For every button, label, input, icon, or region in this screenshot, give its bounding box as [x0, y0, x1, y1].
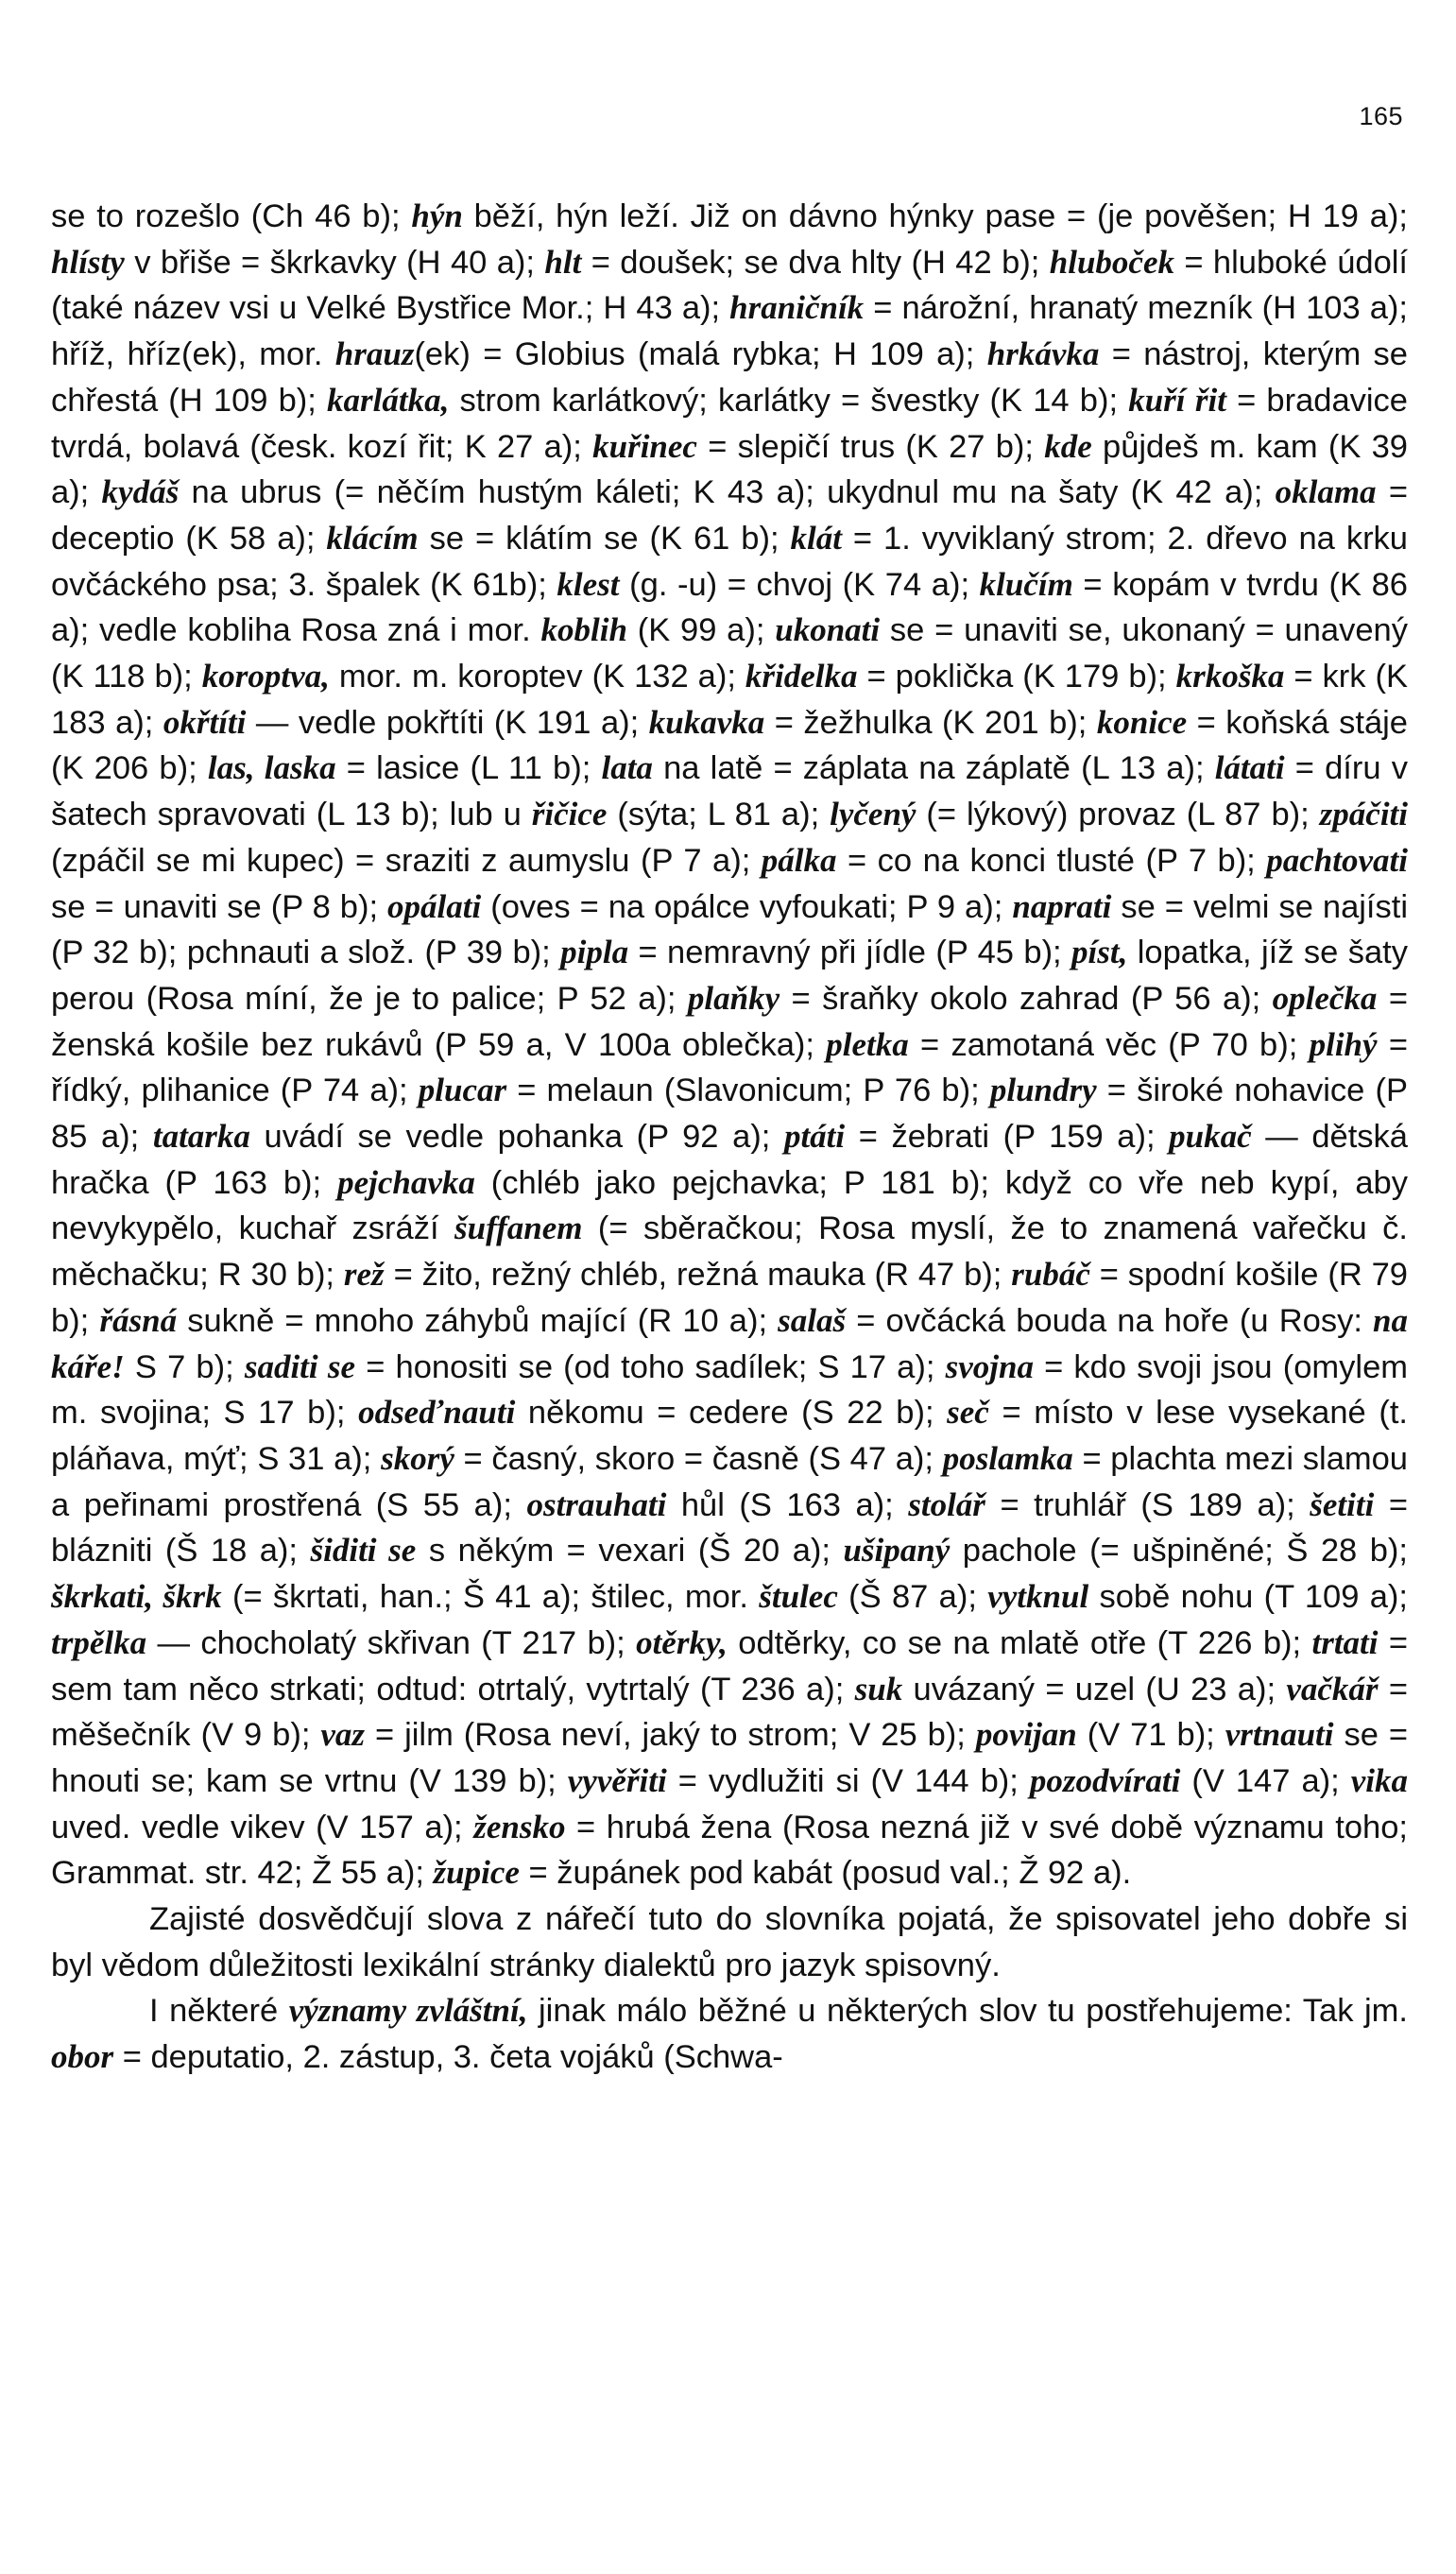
text-run: = kopám v tvrdu (K 86 a); vedle kobliha Rosa zná i mor.: [51, 566, 1408, 649]
headword: lyčený: [830, 796, 916, 833]
paragraph-conclusion: [51, 1896, 1408, 1988]
headword: pozodvírati: [1029, 1761, 1181, 1799]
body-text: [51, 194, 1408, 2081]
text-run: = místo v lese vysekané (t. pláňava, mýť; S 31 a);: [51, 1395, 1409, 1477]
text-run: = co na konci tlusté (P 7 b);: [836, 842, 1267, 879]
headword: ostrauhati: [526, 1485, 667, 1523]
text-run: = měšečník (V 9 b);: [51, 1671, 1408, 1754]
headword: okřtíti: [163, 703, 247, 741]
headword: látati: [1214, 749, 1285, 787]
headword: odseďnauti: [358, 1394, 516, 1432]
text-run: jinak málo běžné u některých slov tu postřehujeme: Tak jm.: [527, 1993, 1408, 2030]
headword: konice: [1096, 703, 1188, 741]
headword: poslamka: [942, 1439, 1073, 1477]
headword: hrkávka: [986, 335, 1100, 373]
page-number: 165: [1359, 102, 1403, 130]
text-run: S 7 b);: [124, 1348, 245, 1385]
headword: významy zvláštní,: [288, 1992, 528, 2030]
text-run: = deceptio (K 58 a);: [51, 474, 1408, 557]
text-run: (g. -u) = chvoj (K 74 a);: [619, 566, 980, 603]
headword: klát: [790, 519, 842, 557]
text-run: = žežhulka (K 201 b);: [764, 704, 1097, 741]
headword: karlátka,: [327, 381, 450, 419]
text-run: = časný, skoro = časně (S 47 a);: [454, 1440, 943, 1477]
text-run: = žebrati (P 159 a);: [845, 1119, 1170, 1156]
headword: vyvěřiti: [567, 1761, 667, 1799]
headword: plundry: [989, 1072, 1097, 1109]
text-run: s někým = vexari (Š 20 a);: [416, 1533, 844, 1570]
headword: na káře!: [51, 1301, 1408, 1385]
text-run: = nárožní, hranatý mezník (H 103 a); hříž, hříz(ek), mor.: [51, 290, 1408, 373]
text-run: = doušek; se dva hlty (H 42 b);: [581, 244, 1050, 281]
headword: las, laska: [207, 749, 336, 787]
text-run: = truhlář (S 189 a);: [985, 1486, 1310, 1523]
headword: štulec: [759, 1578, 838, 1616]
headword: vaz: [320, 1716, 366, 1754]
text-run: běží, hýn leží. Již on dávno hýnky pase = (je pověšen; H 19 a);: [462, 198, 1409, 234]
text-run: (V 71 b);: [1076, 1717, 1225, 1754]
text-run: = široké nohavice (P 85 a);: [51, 1072, 1409, 1156]
text-run: — vedle pokřtíti (K 191 a);: [246, 704, 649, 741]
text-run: půjdeš m. kam (K 39 a);: [51, 428, 1408, 511]
headword: pletka: [826, 1025, 909, 1063]
paragraph-meanings: [51, 1988, 1408, 2080]
headword: šiditi se: [310, 1532, 417, 1570]
headword: koroptva,: [201, 658, 330, 695]
headword: ušipaný: [843, 1532, 951, 1570]
headword: hýn: [411, 197, 463, 234]
headword: kukavka: [648, 703, 765, 741]
headword: tatarka: [152, 1118, 250, 1156]
text-run: = šraňky okolo zahrad (P 56 a);: [779, 980, 1273, 1017]
text-run: = ženská košile bez rukávů (P 59 a, V 100a oblečka);: [51, 980, 1408, 1063]
headword: naprati: [1012, 887, 1112, 925]
headword: krkoška: [1175, 658, 1285, 695]
text-run: hůl (S 163 a);: [666, 1486, 909, 1523]
text-run: = plachta mezi slamou a peřinami prostřená (S 55 a);: [51, 1440, 1408, 1523]
text-run: odtěrky, co se na mlatě otře (T 226 b);: [727, 1624, 1312, 1661]
headword: opálati: [387, 887, 482, 925]
text-run: (chléb jako pejchavka; P 181 b); když co vře neb kypí, aby nevykypělo, kuchař zsráží: [51, 1164, 1408, 1247]
headword: župice: [433, 1854, 520, 1892]
text-run: lopatka, jíž se šaty perou (Rosa míní, že je to palice; P 52 a);: [51, 935, 1409, 1017]
text-run: (= lýkový) provaz (L 87 b);: [916, 797, 1320, 833]
text-run: pachole (= ušpiněné; Š 28 b);: [950, 1533, 1408, 1570]
headword: vrtnauti: [1225, 1716, 1334, 1754]
text-run: = hluboké údolí (také název vsi u Velké Bystřice Mor.; H 43 a);: [51, 244, 1409, 327]
text-run: I některé: [149, 1993, 289, 2030]
headword: šuffanem: [454, 1210, 583, 1247]
headword: šetiti: [1310, 1485, 1375, 1523]
headword: plihý: [1309, 1025, 1378, 1063]
text-run: se = unaviti se (P 8 b);: [51, 888, 388, 925]
text-run: sukně = mnoho záhybů mající (R 10 a);: [177, 1302, 779, 1339]
text-run: = kdo svoji jsou (omylem m. svojina; S 17 b);: [51, 1348, 1409, 1432]
headword: suk: [854, 1670, 903, 1707]
headword: kydáš: [101, 473, 180, 511]
text-run: = bradavice tvrdá, bolavá (česk. kozí řit; K 27 a);: [51, 382, 1408, 465]
headword: klest: [557, 565, 620, 603]
headword: koblih: [540, 611, 627, 649]
text-run: = honositi se (od toho sadílek; S 17 a);: [355, 1348, 946, 1385]
headword: pukač: [1169, 1118, 1252, 1156]
text-run: = hrubá žena (Rosa nezná již v své době významu toho; Grammat. str. 42; Ž 55 a);: [51, 1809, 1408, 1892]
headword: povijan: [975, 1716, 1077, 1754]
text-run: = koňská stáje (K 206 b);: [51, 704, 1408, 787]
headword: zpáčiti: [1319, 796, 1408, 833]
text-run: = zamotaná věc (P 70 b);: [908, 1026, 1310, 1063]
headword: hrauz: [334, 335, 415, 373]
headword: klácím: [326, 519, 419, 557]
text-run: = díru v šatech spravovati (L 13 b); lub u: [51, 750, 1408, 833]
headword: stolář: [908, 1485, 985, 1523]
headword: pálka: [761, 841, 837, 879]
text-run: = sem tam něco strkati; odtud: otrtalý, vytrtalý (T 236 a);: [51, 1624, 1409, 1707]
headword: pejchavka: [337, 1163, 475, 1201]
headword: ukonati: [775, 611, 881, 649]
headword: saditi se: [244, 1347, 356, 1385]
text-run: (Š 87 a);: [837, 1579, 988, 1616]
headword: píst,: [1071, 934, 1128, 971]
text-run: v břiše = škrkavky (H 40 a);: [124, 244, 545, 281]
text-run: někomu = cedere (S 22 b);: [515, 1395, 948, 1432]
headword: svojna: [945, 1347, 1034, 1385]
text-run: = jilm (Rosa neví, jaký to strom; V 25 b);: [365, 1717, 976, 1754]
headword: otěrky,: [636, 1623, 728, 1661]
headword: lata: [601, 749, 653, 787]
headword: skorý: [381, 1439, 454, 1477]
text-run: (K 99 a);: [626, 612, 776, 649]
text-run: = slepičí trus (K 27 b);: [696, 428, 1045, 465]
text-run: (V 147 a);: [1180, 1762, 1351, 1799]
headword: rež: [343, 1256, 385, 1294]
headword: řásná: [99, 1301, 178, 1339]
text-run: = poklička (K 179 b);: [857, 659, 1176, 695]
text-run: sobě nohu (T 109 a);: [1088, 1579, 1408, 1616]
headword: salaš: [778, 1301, 847, 1339]
headword: klučím: [979, 565, 1073, 603]
text-run: se to rozešlo (Ch 46 b);: [51, 198, 412, 234]
text-run: se = hnouti se; kam se vrtnu (V 139 b);: [51, 1717, 1408, 1799]
text-run: (ek) = Globius (malá rybka; H 109 a);: [414, 336, 987, 373]
headword: kuřinec: [592, 427, 697, 465]
headword: křidelka: [745, 658, 858, 695]
headword: řičice: [531, 796, 608, 833]
text-run: (= škrtati, han.; Š 41 a); štilec, mor.: [221, 1579, 760, 1616]
text-run: = 1. vyviklaný strom; 2. dřevo na krku ovčáckého psa; 3. špalek (K 61b);: [51, 520, 1408, 603]
text-run: = vydlužiti si (V 144 b);: [666, 1762, 1030, 1799]
headword: kuří řit: [1128, 381, 1226, 419]
headword: kde: [1044, 427, 1092, 465]
headword: vytknul: [987, 1578, 1089, 1616]
text-run: (oves = na opálce vyfoukati; P 9 a);: [481, 888, 1013, 925]
text-run: = župánek pod kabát (posud val.; Ž 92 a).: [519, 1855, 1132, 1892]
headword: trpělka: [51, 1623, 147, 1661]
headword: ptáti: [783, 1118, 846, 1156]
text-run: = řídký, plihanice (P 74 a);: [51, 1026, 1408, 1109]
text-run: se = velmi se najísti (P 32 b); pchnauti a slož. (P 39 b);: [51, 888, 1409, 971]
text-run: = krk (K 183 a);: [51, 659, 1408, 741]
paragraph-glossary: [51, 194, 1408, 1896]
text-run: = lasice (L 11 b);: [335, 750, 602, 787]
text-run: se = klátím se (K 61 b);: [418, 520, 791, 557]
headword: pipla: [560, 934, 629, 971]
headword: hraničník: [729, 289, 865, 327]
text-run: = blázniti (Š 18 a);: [51, 1486, 1409, 1570]
headword: žensko: [473, 1808, 566, 1845]
headword: rubáč: [1011, 1256, 1090, 1294]
text-run: (sýta; L 81 a);: [607, 797, 831, 833]
text-run: = deputatio, 2. zástup, 3. četa vojáků (Schwa-: [113, 2039, 783, 2076]
headword: trtati: [1311, 1623, 1379, 1661]
text-run: = nástroj, kterým se chřestá (H 109 b);: [51, 336, 1408, 419]
text-run: uvádí se vedle pohanka (P 92 a);: [249, 1119, 784, 1156]
text-run: (= sběračkou; Rosa myslí, že to znamená vařečku č. měchačku; R 30 b);: [51, 1210, 1408, 1294]
headword: vika: [1350, 1761, 1408, 1799]
text-run: — dětská hračka (P 163 b);: [51, 1119, 1408, 1201]
text-run: se = unaviti se, ukonaný = unavený (K 118 b);: [51, 612, 1408, 695]
text-run: Zajisté dosvědčují slova z nářečí tuto do slovníka pojatá, že spisovatel jeho dobře si byl vědom důležitosti lexikální stránky dialektů pro jazyk spisovný.: [51, 1901, 1408, 1983]
headword: hlt: [544, 243, 582, 281]
text-run: — chocholatý skřivan (T 217 b);: [146, 1624, 637, 1661]
headword: obor: [51, 2038, 114, 2076]
headword: škrkati, škrk: [51, 1578, 222, 1616]
text-run: strom karlátkový; karlátky = švestky (K 14 b);: [449, 382, 1129, 419]
headword: oklama: [1275, 473, 1377, 511]
text-run: (zpáčil se mi kupec) = sraziti z aumyslu (P 7 a);: [51, 842, 762, 879]
text-run: = spodní košile (R 79 b);: [51, 1257, 1408, 1339]
headword: plucar: [418, 1072, 507, 1109]
headword: hlísty: [51, 243, 125, 281]
text-run: uved. vedle vikev (V 157 a);: [51, 1809, 474, 1845]
headword: hluboček: [1049, 243, 1174, 281]
text-run: na ubrus (= něčím hustým káleti; K 43 a); ukydnul mu na šaty (K 42 a);: [179, 474, 1276, 511]
headword: pachtovati: [1266, 841, 1408, 879]
text-run: na latě = záplata na záplatě (L 13 a);: [652, 750, 1215, 787]
text-run: = žito, režný chléb, režná mauka (R 47 b);: [384, 1257, 1012, 1294]
text-run: = melaun (Slavonicum; P 76 b);: [506, 1072, 990, 1109]
headword: vačkář: [1286, 1670, 1379, 1707]
headword: plaňky: [687, 979, 780, 1017]
headword: seč: [947, 1394, 989, 1432]
headword: oplečka: [1272, 979, 1378, 1017]
text-run: = ovčácká bouda na hoře (u Rosy:: [846, 1302, 1374, 1339]
text-run: = nemravný při jídle (P 45 b);: [628, 935, 1072, 971]
text-run: mor. m. koroptev (K 132 a);: [329, 659, 745, 695]
text-run: uvázaný = uzel (U 23 a);: [902, 1671, 1287, 1707]
